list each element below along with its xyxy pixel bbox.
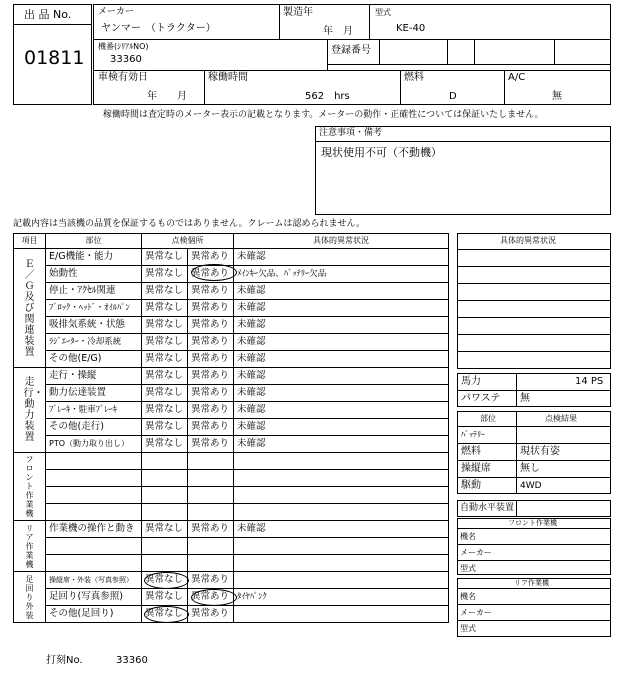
year-unit: 年 月: [323, 26, 353, 37]
group-rear-implement: リア作業機: [14, 521, 46, 572]
detail-cell: [234, 572, 449, 589]
model-label: 型式: [375, 8, 391, 17]
ng-cell: 異常あり: [188, 334, 234, 351]
ng-cell: 異常あり: [188, 402, 234, 419]
front-maker-label: メーカー: [460, 548, 492, 557]
hp-label: 馬力: [461, 376, 481, 387]
part-cell: E/G機能・能力: [46, 249, 142, 266]
hours-value: 562 hrs: [305, 91, 350, 102]
detail-cell: ﾒｲﾝｷｰ欠品、ﾊﾞｯﾃﾘｰ欠品: [234, 266, 449, 283]
ng-cell: 異常あり: [188, 589, 234, 606]
ng-cell: 異常あり: [188, 351, 234, 368]
cabin-label: 操縦席: [461, 463, 491, 474]
stamp-label: 打刻No.: [46, 655, 83, 666]
empty-cell: [142, 453, 188, 470]
part-cell: PTO（動力取り出し）: [46, 436, 142, 453]
part-header: 部位: [480, 414, 496, 423]
empty-cell: [234, 470, 449, 487]
serial-label: 機番(ｼﾘｱﾙNO): [98, 42, 149, 51]
ok-cell: 異常なし: [142, 572, 188, 589]
detail-cell: 未確認: [234, 283, 449, 300]
fuel-label: 燃料: [404, 72, 424, 83]
empty-cell: [188, 470, 234, 487]
part-cell: 吸排気系統・状態: [46, 317, 142, 334]
part-cell: 足回り(写真参照): [46, 589, 142, 606]
remarks-box: [315, 126, 611, 215]
group-drive: 走行・動力装置: [14, 368, 46, 453]
detail-cell: 未確認: [234, 300, 449, 317]
part-cell: 作業機の操作と動き: [46, 521, 142, 538]
ok-cell: 異常なし: [142, 317, 188, 334]
front-model-label: 型式: [460, 564, 476, 573]
auto-level-label: 自動水平装置: [460, 503, 515, 513]
detail-cell: [234, 606, 449, 623]
model-value: KE-40: [396, 23, 426, 34]
empty-cell: [142, 555, 188, 572]
ok-cell: 異常なし: [142, 334, 188, 351]
inspection-label: 車検有効日: [98, 72, 148, 83]
empty-cell: [234, 504, 449, 521]
ng-cell: 異常あり: [188, 368, 234, 385]
power-steering-value: 無: [520, 393, 530, 404]
header-part: 部位: [46, 234, 142, 249]
part-cell: 停止・ｱｸｾﾙ関連: [46, 283, 142, 300]
fuel-result-value: 現状有姿: [520, 446, 560, 457]
inspection-unit: 年 月: [147, 91, 187, 102]
ng-cell: 異常あり: [188, 249, 234, 266]
empty-cell: [188, 555, 234, 572]
drive-label: 駆動: [461, 480, 481, 491]
quality-disclaimer: 記載内容は当該機の品質を保証するものではありません。クレームは認められません。: [13, 219, 366, 229]
part-cell: ﾌﾞﾚｰｷ・駐車ﾌﾞﾚｰｷ: [46, 402, 142, 419]
ng-cell: 異常あり: [188, 266, 234, 283]
power-steering-label: パワステ: [461, 393, 501, 404]
stamp-value: 33360: [116, 655, 148, 666]
group-engine: Ｅ／Ｇ及び関連装置: [14, 249, 46, 368]
ng-cell: 異常あり: [188, 521, 234, 538]
detail-cell: 未確認: [234, 436, 449, 453]
detail-cell: 未確認: [234, 249, 449, 266]
detail-cell: 未確認: [234, 385, 449, 402]
detail-cell: 未確認: [234, 419, 449, 436]
ok-cell: 異常なし: [142, 249, 188, 266]
maker-label: メーカー: [98, 7, 134, 17]
empty-cell: [234, 538, 449, 555]
empty-cell: [142, 487, 188, 504]
part-cell: 走行・操縦: [46, 368, 142, 385]
ok-cell: 異常なし: [142, 283, 188, 300]
part-cell: 動力伝達装置: [46, 385, 142, 402]
rear-name-label: 機名: [460, 592, 476, 601]
ng-cell: 異常あり: [188, 317, 234, 334]
detail-cell: 未確認: [234, 334, 449, 351]
abnormal-box: [457, 233, 611, 369]
ng-cell: 異常あり: [188, 283, 234, 300]
empty-cell: [142, 538, 188, 555]
lot-number: 01811: [24, 47, 85, 69]
detail-cell: 未確認: [234, 351, 449, 368]
year-label: 製造年: [283, 7, 313, 18]
header-item: 項目: [14, 234, 46, 249]
empty-cell: [46, 538, 142, 555]
inspection-table: [13, 233, 449, 623]
ok-cell: 異常なし: [142, 419, 188, 436]
battery-label: ﾊﾞｯﾃﾘｰ: [461, 430, 485, 439]
ok-cell: 異常なし: [142, 436, 188, 453]
part-cell: ﾌﾞﾛｯｸ・ﾍｯﾄﾞ・ｵｲﾙﾊﾟﾝ: [46, 300, 142, 317]
part-cell: その他(E/G): [46, 351, 142, 368]
front-name-label: 機名: [460, 532, 476, 541]
ac-value: 無: [552, 91, 562, 102]
meter-disclaimer: 稼働時間は査定時のメーター表示の記載となります。メーターの動作・正確性については保証いたしません。: [103, 110, 544, 120]
header-detail: 具体的異常状況: [234, 234, 449, 249]
abnormal-header: 具体的異常状況: [500, 236, 556, 245]
selected-circle: [144, 606, 189, 623]
ng-cell: 異常あり: [188, 385, 234, 402]
ok-cell: 異常なし: [142, 385, 188, 402]
selected-circle: [191, 264, 237, 281]
selected-circle: [144, 572, 189, 589]
empty-cell: [46, 470, 142, 487]
fuel-value: D: [449, 91, 457, 102]
empty-cell: [234, 555, 449, 572]
empty-cell: [188, 487, 234, 504]
detail-cell: 未確認: [234, 368, 449, 385]
ok-cell: 異常なし: [142, 402, 188, 419]
detail-cell: 未確認: [234, 402, 449, 419]
part-cell: 操縦席・外装（写真参照）: [46, 572, 142, 589]
part-cell: 始動性: [46, 266, 142, 283]
rear-model-label: 型式: [460, 624, 476, 633]
empty-cell: [142, 470, 188, 487]
empty-cell: [188, 504, 234, 521]
detail-cell: ﾀｲﾔﾊﾟﾝｸ: [234, 589, 449, 606]
serial-value: 33360: [110, 54, 142, 65]
ok-cell: 異常なし: [142, 300, 188, 317]
empty-cell: [46, 555, 142, 572]
remarks-label: 注意事項・備考: [319, 128, 383, 138]
empty-cell: [46, 504, 142, 521]
hp-value: 14 PS: [575, 376, 604, 387]
empty-cell: [46, 487, 142, 504]
ok-cell: 異常なし: [142, 589, 188, 606]
ng-cell: 異常あり: [188, 300, 234, 317]
ok-cell: 異常なし: [142, 266, 188, 283]
empty-cell: [234, 487, 449, 504]
ok-cell: 異常なし: [142, 351, 188, 368]
ac-label: A/C: [508, 72, 526, 83]
detail-cell: 未確認: [234, 317, 449, 334]
ng-cell: 異常あり: [188, 572, 234, 589]
part-cell: ﾗｼﾞｴｰﾀｰ・冷却系統: [46, 334, 142, 351]
front-implement-header: フロント作業機: [508, 519, 557, 527]
result-header: 点検結果: [545, 414, 577, 423]
empty-cell: [142, 504, 188, 521]
ng-cell: 異常あり: [188, 436, 234, 453]
group-front-implement: フロント作業機: [14, 453, 46, 521]
empty-cell: [188, 453, 234, 470]
maker-value: ヤンマー （トラクター）: [101, 23, 216, 34]
registration-label: 登録番号: [331, 45, 371, 56]
rear-maker-label: メーカー: [460, 608, 492, 617]
rear-implement-header: リア作業機: [514, 579, 549, 587]
lot-label: 出 品 No.: [24, 8, 72, 21]
fuel-result-label: 燃料: [461, 446, 481, 457]
group-undercarriage: 足回り外装: [14, 572, 46, 623]
selected-circle: [191, 589, 237, 606]
remarks-value: 現状使用不可（不動機）: [321, 146, 442, 159]
part-cell: その他(走行): [46, 419, 142, 436]
ok-cell: 異常なし: [142, 368, 188, 385]
hours-label: 稼働時間: [208, 72, 248, 83]
cabin-value: 無し: [520, 463, 540, 474]
ok-cell: 異常なし: [142, 521, 188, 538]
ok-cell: 異常なし: [142, 606, 188, 623]
ng-cell: 異常あり: [188, 419, 234, 436]
detail-cell: 未確認: [234, 521, 449, 538]
empty-cell: [234, 453, 449, 470]
header-check: 点検個所: [142, 234, 234, 249]
part-cell: その他(足回り): [46, 606, 142, 623]
empty-cell: [46, 453, 142, 470]
empty-cell: [188, 538, 234, 555]
drive-value: 4WD: [520, 481, 542, 491]
ng-cell: 異常あり: [188, 606, 234, 623]
